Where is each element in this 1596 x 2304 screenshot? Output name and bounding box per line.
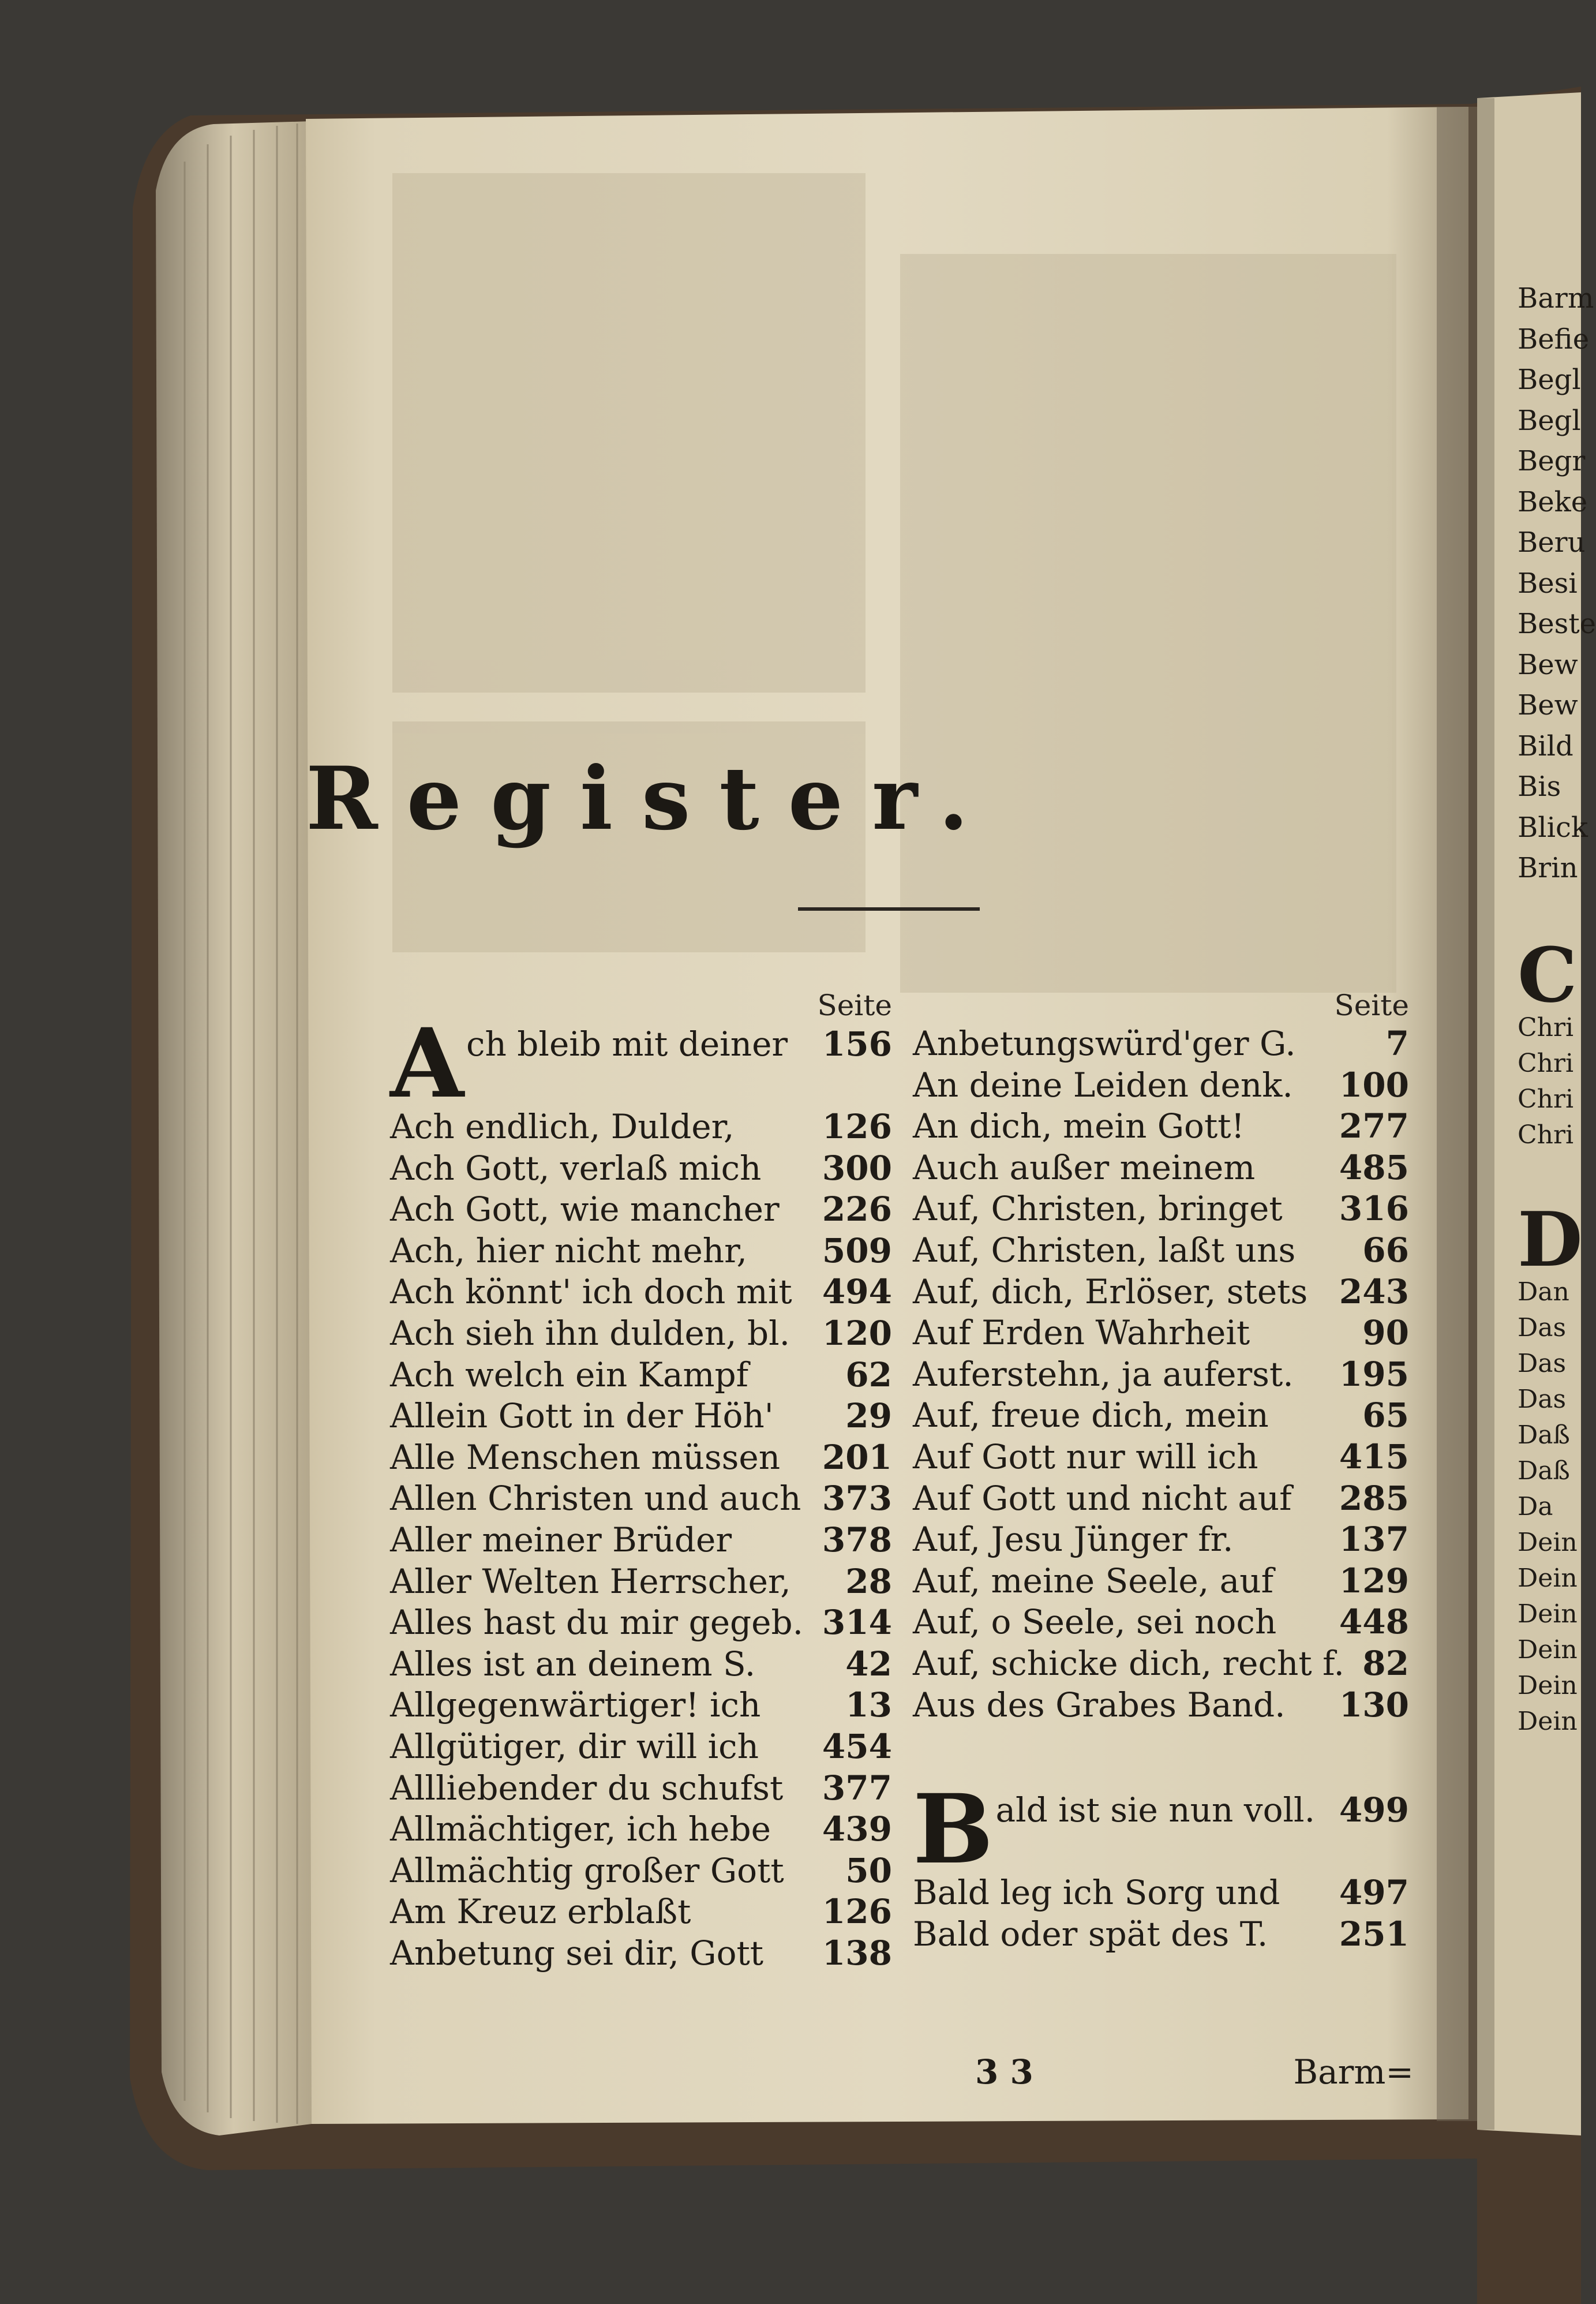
index-column-right	[913, 988, 1409, 1955]
entry-page-number: 499	[1339, 1790, 1409, 1830]
index-entry	[390, 1520, 892, 1561]
index-column-left	[390, 988, 892, 1974]
entry-title: Anbetung sei dir, Gott	[390, 1933, 764, 1973]
entry-title: Aller meiner Brüder	[390, 1520, 732, 1559]
entry-title: Auf Gott und nicht auf	[913, 1478, 1292, 1518]
entry-title: Ach, hier nicht mehr,	[390, 1230, 747, 1270]
index-entry	[390, 1355, 892, 1396]
index-entry	[390, 1396, 892, 1437]
entry-title: Aus des Grabes Band.	[913, 1685, 1286, 1725]
next-page-entry-fragment: Dein	[1518, 1599, 1578, 1629]
index-entry	[913, 1602, 1409, 1643]
index-entry	[390, 1726, 892, 1768]
index-entry	[390, 1891, 892, 1933]
entry-page-number: 448	[1339, 1602, 1409, 1642]
next-page-entry-fragment: Das	[1518, 1384, 1567, 1414]
entry-page-number: 90	[1362, 1313, 1409, 1353]
entry-title: An dich, mein Gott!	[913, 1106, 1245, 1146]
next-page-entry-fragment: Da	[1518, 1491, 1553, 1521]
next-page-entry-fragment: Dein	[1518, 1670, 1578, 1700]
next-page-edge	[1518, 278, 1596, 1740]
next-page-entry-fragment: Dein	[1518, 1706, 1578, 1736]
entry-title: Auf, schicke dich, recht f.	[913, 1643, 1344, 1683]
entry-page-number: 285	[1339, 1478, 1409, 1518]
entry-page-number: 120	[822, 1313, 892, 1353]
index-entry	[390, 1189, 892, 1230]
entry-page-number: 509	[822, 1230, 892, 1270]
index-entry	[390, 1685, 892, 1726]
next-page-entry-fragment: Chri	[1518, 1048, 1574, 1078]
register-page	[306, 119, 1448, 2122]
entry-title: Am Kreuz erblaßt	[390, 1892, 691, 1932]
entry-title: Auf, dich, Erlöser, stets	[913, 1271, 1308, 1311]
index-entry	[913, 1065, 1409, 1106]
index-entry	[913, 1872, 1409, 1914]
entry-title: Auf, Christen, laßt uns	[913, 1230, 1296, 1270]
next-page-entry-fragment: Dein	[1518, 1563, 1578, 1593]
entry-page-number: 300	[822, 1148, 892, 1188]
entry-page-number: 415	[1339, 1437, 1409, 1476]
page-footer	[975, 2052, 1414, 2093]
entry-page-number: 29	[845, 1396, 892, 1436]
entry-title: Allmächtig großer Gott	[390, 1850, 784, 1890]
index-entry	[913, 1147, 1409, 1189]
entry-page-number: 126	[822, 1892, 892, 1932]
entry-title: Ach Gott, verlaß mich	[390, 1148, 762, 1188]
next-page-entry-fragment: Begl	[1518, 364, 1581, 396]
drop-initial-d: D	[1518, 1195, 1583, 1284]
entry-title: An deine Leiden denk.	[913, 1065, 1293, 1105]
next-page-entry-fragment: Dein	[1518, 1635, 1578, 1665]
entry-title: Alles hast du mir gegeb.	[390, 1603, 804, 1643]
next-page-entry-fragment: Barm	[1518, 282, 1594, 315]
entry-title: Allein Gott in der Höh'	[390, 1396, 774, 1436]
entry-title: Bald leg ich Sorg und	[913, 1873, 1280, 1913]
index-entry	[390, 1148, 892, 1190]
entry-page-number: 195	[1339, 1354, 1409, 1394]
entry-page-number: 126	[822, 1107, 892, 1146]
index-entry	[390, 1271, 892, 1313]
entry-page-number: 378	[822, 1520, 892, 1559]
index-entry	[913, 1354, 1409, 1396]
drop-initial-b: B	[913, 1773, 994, 1886]
index-entry	[390, 1437, 892, 1479]
entry-title: Allgütiger, dir will ich	[390, 1726, 759, 1766]
drop-initial-a: A	[390, 1007, 464, 1119]
index-entry	[913, 1395, 1409, 1437]
next-page-entry-fragment: Besi	[1518, 567, 1578, 600]
column-header-seite: Seite	[1334, 989, 1409, 1022]
entry-title: Ach könnt' ich doch mit	[390, 1272, 792, 1312]
entry-page-number: 82	[1362, 1643, 1409, 1683]
next-page-entry-fragment: Beru	[1518, 526, 1586, 559]
entry-title: Auf, Jesu Jünger fr.	[913, 1520, 1234, 1559]
signature-mark: 3 3	[975, 2052, 1033, 2092]
index-entry	[390, 1106, 892, 1148]
entry-page-number: 497	[1339, 1873, 1409, 1913]
entry-page-number: 226	[822, 1190, 892, 1229]
entry-page-number: 28	[845, 1561, 892, 1601]
index-entry	[913, 1773, 1409, 1886]
entry-title: ald ist sie nun voll.	[995, 1790, 1316, 1830]
entry-page-number: 156	[822, 1024, 892, 1064]
catchword: Barm=	[1293, 2052, 1414, 2092]
index-entry	[913, 1023, 1409, 1065]
entry-title: Ach endlich, Dulder,	[390, 1107, 735, 1146]
index-entry	[913, 1106, 1409, 1147]
next-page-entry-fragment: Begl	[1518, 404, 1581, 437]
entry-page-number: 201	[822, 1437, 892, 1477]
entry-page-number: 137	[1339, 1520, 1409, 1559]
entry-page-number: 277	[1339, 1106, 1409, 1146]
next-page-entry-fragment: Chri	[1518, 1120, 1574, 1150]
index-entry	[913, 1188, 1409, 1230]
next-page-entry-fragment: Blick	[1518, 811, 1588, 844]
index-entry	[390, 1768, 892, 1809]
entry-page-number: 42	[845, 1644, 892, 1684]
entry-page-number: 251	[1339, 1914, 1409, 1954]
entry-title: Auf, o Seele, sei noch	[913, 1602, 1277, 1642]
next-page-entry-fragment: Bild	[1518, 730, 1573, 762]
next-page-entry-fragment: Beke	[1518, 485, 1588, 518]
entry-page-number: 243	[1339, 1271, 1409, 1311]
entry-title: Ach sieh ihn dulden, bl.	[390, 1313, 790, 1353]
entry-page-number: 66	[1362, 1230, 1409, 1270]
index-entry	[913, 1478, 1409, 1520]
index-entry	[913, 1437, 1409, 1478]
index-entry	[390, 1933, 892, 1974]
entry-title: Allmächtiger, ich hebe	[390, 1809, 771, 1849]
entry-title: Ach welch ein Kampf	[390, 1355, 749, 1394]
entry-page-number: 373	[822, 1479, 892, 1518]
next-page-entry-fragment: Brin	[1518, 852, 1578, 884]
index-entry	[913, 1312, 1409, 1354]
next-page-entry-fragment: Befie	[1518, 323, 1590, 356]
index-entry	[913, 1914, 1409, 1955]
title-rule	[798, 907, 980, 911]
entry-title: Alles ist an deinem S.	[390, 1644, 756, 1684]
next-page-entry-fragment: Daß	[1518, 1420, 1570, 1450]
index-entry	[390, 1602, 892, 1644]
entry-title: Allgegenwärtiger! ich	[390, 1685, 761, 1725]
entry-page-number: 454	[822, 1726, 892, 1766]
next-page-entry-fragment: Bew	[1518, 648, 1578, 681]
index-entry	[913, 1230, 1409, 1271]
next-page-entry-fragment: Daß	[1518, 1456, 1570, 1486]
entry-page-number: 485	[1339, 1147, 1409, 1187]
entry-title: Ach Gott, wie mancher	[390, 1190, 780, 1229]
entry-page-number: 138	[822, 1933, 892, 1973]
index-entry	[390, 1478, 892, 1520]
next-page-entry-fragment: Dein	[1518, 1527, 1578, 1557]
column-header-seite: Seite	[817, 989, 892, 1022]
entry-title: Allliebender du schufst	[390, 1768, 784, 1808]
entry-title: Aller Welten Herrscher,	[390, 1561, 791, 1601]
entry-title: Auch außer meinem	[913, 1147, 1256, 1187]
entry-title: Bald oder spät des T.	[913, 1914, 1268, 1954]
entry-title: Allen Christen und auch	[390, 1479, 801, 1518]
next-page-entry-fragment: Begr	[1518, 445, 1586, 477]
entry-page-number: 7	[1385, 1024, 1409, 1063]
next-page-entry-fragment: Bew	[1518, 689, 1578, 721]
next-page-entry-fragment: Chri	[1518, 1084, 1574, 1114]
index-entry	[390, 1644, 892, 1685]
entry-page-number: 377	[822, 1768, 892, 1808]
entry-title: Auferstehn, ja auferst.	[913, 1354, 1294, 1394]
entry-title: Anbetungswürd'ger G.	[913, 1024, 1296, 1063]
next-page-entry-fragment: Das	[1518, 1348, 1567, 1378]
next-page-entry-fragment: Chri	[1518, 1012, 1574, 1042]
index-entry	[390, 1313, 892, 1355]
next-page-entry-fragment: Beste	[1518, 608, 1596, 640]
index-entry	[390, 1561, 892, 1603]
next-page-entry-fragment: Dan	[1518, 1277, 1569, 1307]
next-page-entry-fragment: Bis	[1518, 771, 1561, 803]
entry-title: Auf Erden Wahrheit	[913, 1313, 1250, 1353]
entry-page-number: 494	[822, 1272, 892, 1312]
entry-title: Auf, freue dich, mein	[913, 1396, 1269, 1435]
entry-page-number: 65	[1362, 1396, 1409, 1435]
entry-page-number: 50	[845, 1850, 892, 1890]
index-entry	[390, 1809, 892, 1850]
index-entry	[390, 1230, 892, 1272]
entry-title: Alle Menschen müssen	[390, 1437, 781, 1477]
entry-page-number: 316	[1339, 1189, 1409, 1229]
index-entry	[913, 1685, 1409, 1726]
entry-page-number: 100	[1339, 1065, 1409, 1105]
entry-title: ch bleib mit deiner	[466, 1024, 788, 1064]
entry-page-number: 62	[845, 1355, 892, 1394]
entry-page-number: 314	[822, 1603, 892, 1643]
index-entry	[913, 1271, 1409, 1313]
drop-initial-c: C	[1518, 930, 1578, 1019]
index-entry	[913, 1561, 1409, 1602]
entry-page-number: 129	[1339, 1561, 1409, 1600]
index-entry	[913, 1643, 1409, 1685]
page-title: Register.	[306, 748, 998, 850]
index-entry	[390, 1007, 892, 1119]
entry-title: Auf, meine Seele, auf	[913, 1561, 1274, 1600]
entry-page-number: 130	[1339, 1685, 1409, 1725]
index-entry	[913, 1519, 1409, 1561]
entry-title: Auf Gott nur will ich	[913, 1437, 1258, 1476]
entry-title: Auf, Christen, bringet	[913, 1189, 1283, 1229]
next-page-entry-fragment: Das	[1518, 1312, 1567, 1342]
entry-page-number: 439	[822, 1809, 892, 1849]
entry-page-number: 13	[845, 1685, 892, 1725]
index-entry	[390, 1850, 892, 1892]
